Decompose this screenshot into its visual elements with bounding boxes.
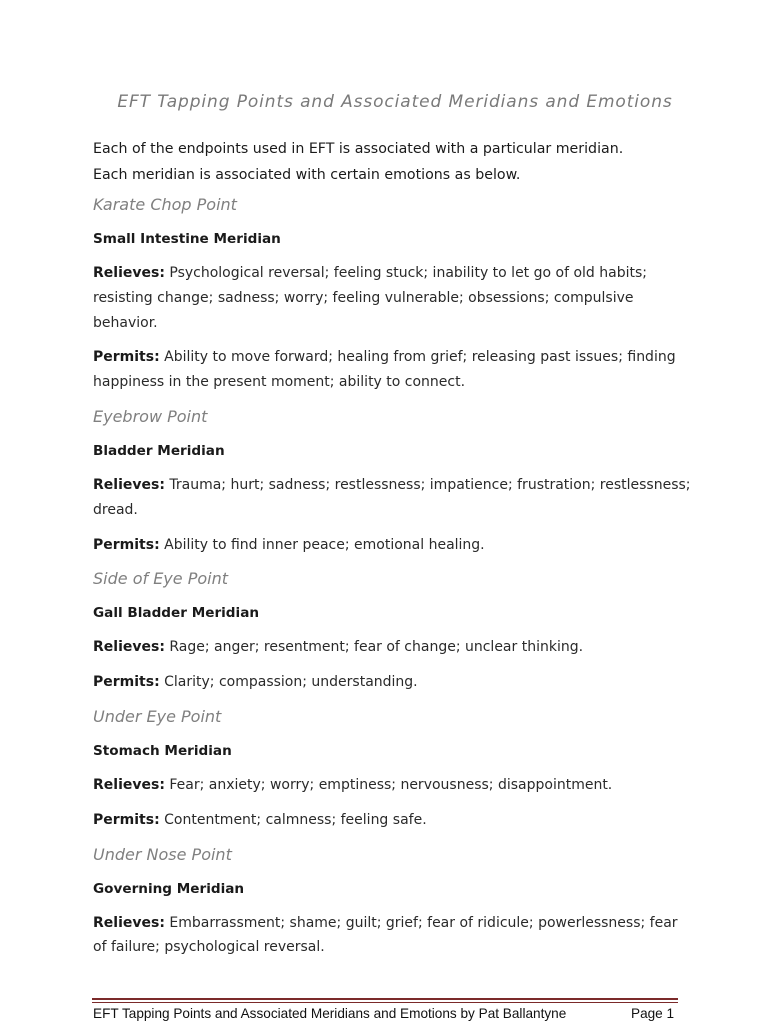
meridian-name: Governing Meridian [93,880,245,897]
section-side-of-eye-point [93,567,693,695]
permits-label: Permits: [93,811,160,828]
meridian-name: Gall Bladder Meridian [93,605,260,622]
relieves-paragraph [93,261,693,335]
page-number: Page 1 [631,1006,675,1021]
page-title: EFT Tapping Points and Associated Meridians and Emotions [117,92,673,112]
relieves-text: Embarrassment; shame; guilt; grief; fear of ridicule; powerlessness; fear of failure; psychological reversal. [93,914,678,956]
section-heading: Karate Chop Point [93,195,237,214]
permits-paragraph [93,533,693,558]
footer-rule [92,998,678,1000]
intro-paragraph [93,137,693,188]
meridian-name: Small Intestine Meridian [93,231,281,247]
section-heading: Side of Eye Point [93,569,228,589]
section-heading: Under Nose Point [93,844,232,864]
relieves-label: Relieves: [93,265,165,281]
permits-label: Permits: [93,536,160,553]
meridian-name: Stomach Meridian [93,742,232,759]
permits-label: Permits: [93,674,160,691]
content [93,193,693,970]
section-karate-chop-point [93,193,693,395]
relieves-text: Psychological reversal; feeling stuck; inability to let go of old habits; resisting change; sadness; worry; feeling vulnerable; obsessions; compulsive behavior. [93,265,647,331]
relieves-label: Relieves: [93,776,165,793]
meridian-name: Bladder Meridian [93,442,225,459]
permits-label: Permits: [93,349,160,366]
permits-paragraph [93,670,693,695]
intro-line-2: Each meridian is associated with certain emotions as below. [93,166,521,183]
permits-text: Contentment; calmness; feeling safe. [164,811,427,828]
section-eyebrow-point [93,405,693,557]
section-heading: Eyebrow Point [93,406,208,426]
permits-text: Ability to move forward; healing from grief; releasing past issues; finding happiness in the present moment; ability to connect. [93,349,676,391]
permits-text: Ability to find inner peace; emotional healing. [164,536,485,553]
relieves-paragraph [93,473,693,523]
intro-line-1: Each of the endpoints used in EFT is associated with a particular meridian. [93,141,624,157]
section-under-eye-point [93,705,693,833]
relieves-label: Relieves: [93,914,165,931]
permits-paragraph [93,808,693,833]
footer-rule [92,1002,678,1003]
relieves-label: Relieves: [93,476,165,493]
relieves-text: Fear; anxiety; worry; emptiness; nervousness; disappointment. [169,776,613,793]
relieves-label: Relieves: [93,639,165,656]
relieves-paragraph [93,773,693,798]
section-under-nose-point [93,843,693,961]
relieves-text: Trauma; hurt; sadness; restlessness; impatience; frustration; restlessness; dread. [93,476,691,518]
permits-paragraph [93,345,693,395]
section-heading: Under Eye Point [93,706,222,726]
relieves-paragraph [93,911,693,961]
permits-text: Clarity; compassion; understanding. [164,674,418,691]
footer-text: EFT Tapping Points and Associated Meridians and Emotions by Pat Ballantyne [93,1006,567,1021]
relieves-paragraph [93,635,693,660]
relieves-text: Rage; anger; resentment; fear of change; unclear thinking. [169,639,584,656]
